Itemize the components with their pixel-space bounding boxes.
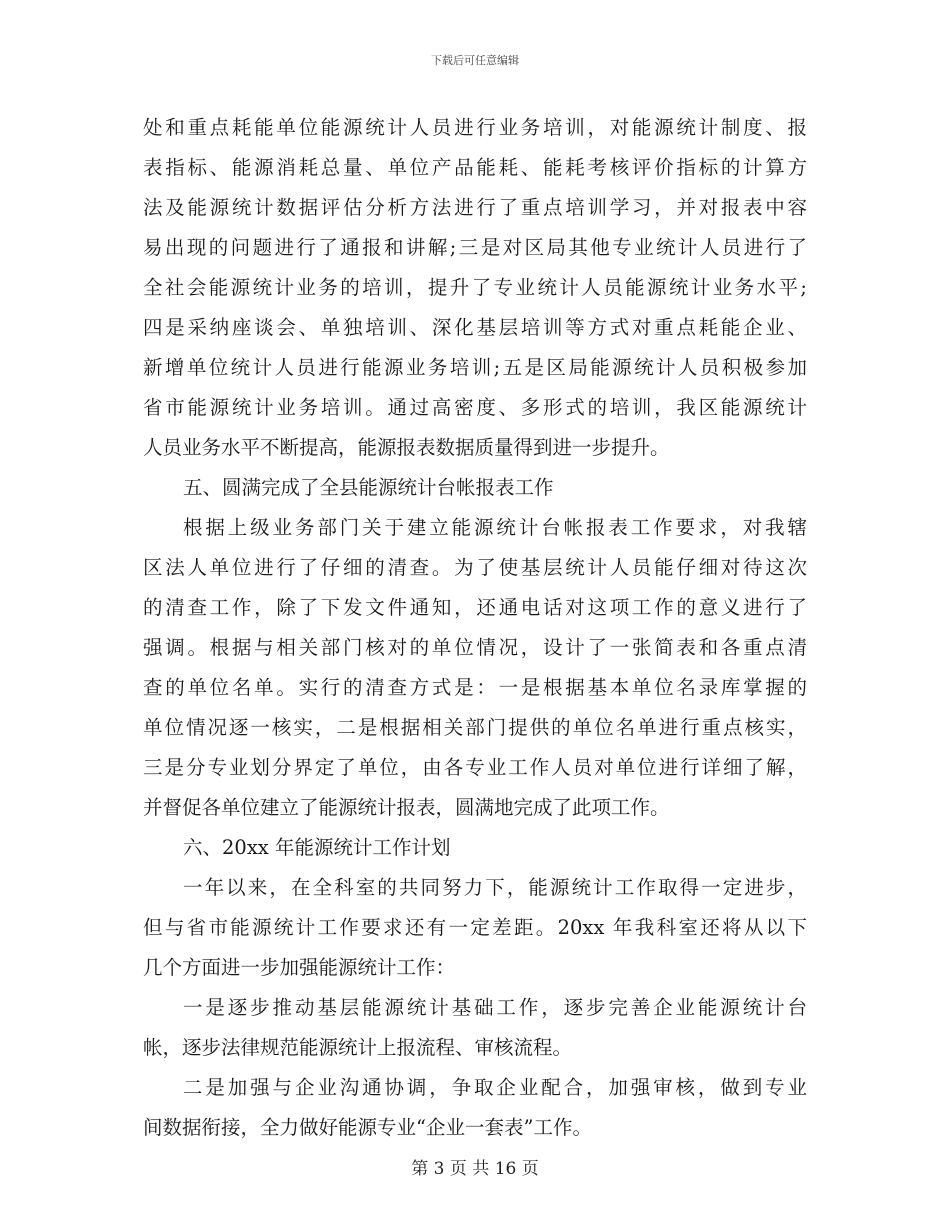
text-line: 的清查工作，除了下发文件通知，还通电话对这项工作的意义进行了 <box>143 596 807 619</box>
text-line: 表指标、能源消耗总量、单位产品能耗、能耗考核评价指标的计算方 <box>143 156 807 179</box>
text-line: 但与省市能源统计工作要求还有一定差距。20xx 年我科室还将从以下 <box>143 916 807 939</box>
text-line: 查的单位名单。实行的清查方式是：一是根据基本单位名录库掌握的 <box>143 676 807 699</box>
text-line: 全社会能源统计业务的培训，提升了专业统计人员能源统计业务水平; <box>143 276 807 299</box>
text-line: 一年以来，在全科室的共同努力下，能源统计工作取得一定进步， <box>183 876 807 899</box>
text-line: 三是分专业划分界定了单位，由各专业工作人员对单位进行详细了解， <box>143 756 807 779</box>
text-line: 区法人单位进行了仔细的清查。为了使基层统计人员能仔细对待这次 <box>143 556 807 579</box>
text-line: 省市能源统计业务培训。通过高密度、多形式的培训，我区能源统计 <box>143 396 807 419</box>
text-line: 几个方面进一步加强能源统计工作： <box>143 956 456 979</box>
text-line: 处和重点耗能单位能源统计人员进行业务培训，对能源统计制度、报 <box>143 116 807 139</box>
text-line: 根据上级业务部门关于建立能源统计台帐报表工作要求，对我辖 <box>183 516 807 539</box>
text-line: 新增单位统计人员进行能源业务培训;五是区局能源统计人员积极参加 <box>143 356 807 379</box>
document-body <box>143 108 807 1148</box>
text-line: 一是逐步推动基层能源统计基础工作，逐步完善企业能源统计台 <box>183 996 807 1019</box>
text-line: 易出现的问题进行了通报和讲解;三是对区局其他专业统计人员进行了 <box>143 236 807 259</box>
text-line: 二是加强与企业沟通协调，争取企业配合，加强审核，做到专业 <box>183 1076 807 1099</box>
text-line: 强调。根据与相关部门核对的单位情况，设计了一张简表和各重点清 <box>143 636 807 659</box>
page-footer: 第 3 页 共 16 页 <box>411 1159 539 1179</box>
text-line: 单位情况逐一核实，二是根据相关部门提供的单位名单进行重点核实， <box>143 716 807 739</box>
text-line: 六、20xx 年能源统计工作计划 <box>183 836 451 859</box>
text-line: 人员业务水平不断提高，能源报表数据质量得到进一步提升。 <box>143 436 670 459</box>
text-line: 四是采纳座谈会、单独培训、深化基层培训等方式对重点耗能企业、 <box>143 316 807 339</box>
text-line: 并督促各单位建立了能源统计报表，圆满地完成了此项工作。 <box>143 796 670 819</box>
page-header: 下载后可任意编辑 <box>431 54 519 67</box>
text-line: 法及能源统计数据评估分析方法进行了重点培训学习，并对报表中容 <box>143 196 807 219</box>
text-line: 五、圆满完成了全县能源统计台帐报表工作 <box>183 476 554 499</box>
text-line: 间数据衔接，全力做好能源专业“企业一套表”工作。 <box>143 1116 592 1139</box>
text-line: 帐，逐步法律规范能源统计上报流程、审核流程。 <box>143 1036 573 1059</box>
